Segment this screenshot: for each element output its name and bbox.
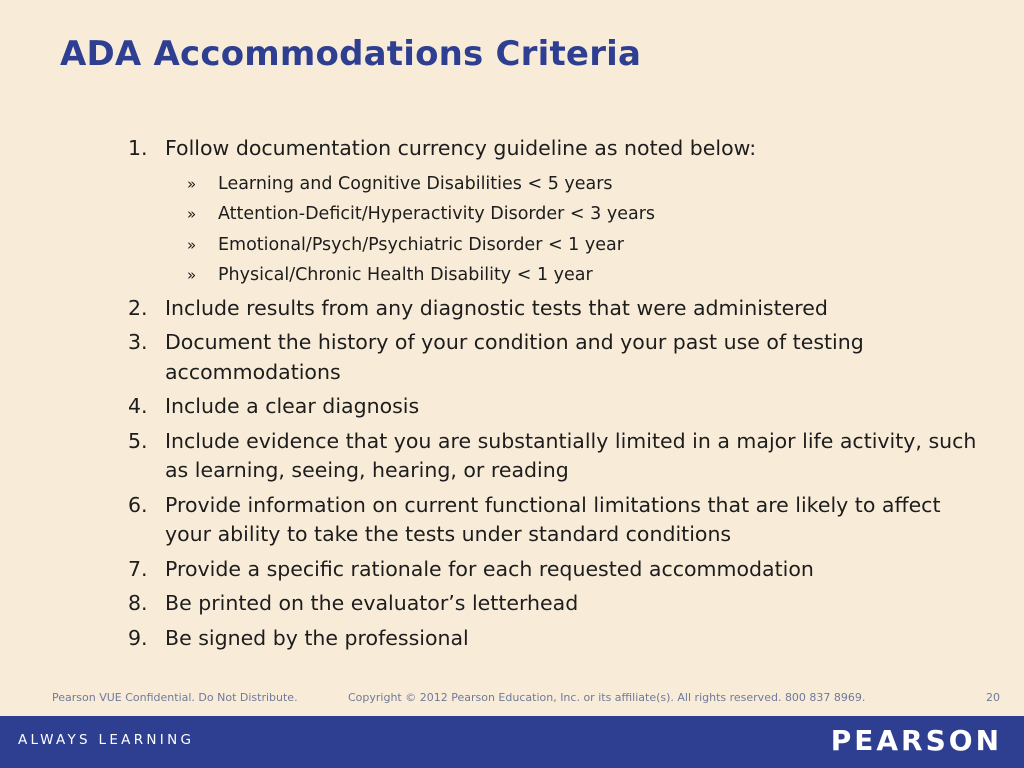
pearson-logo: PEARSON — [830, 724, 1002, 757]
list-item — [128, 491, 988, 550]
list-item — [128, 624, 988, 654]
slide-title: ADA Accommodations Criteria — [60, 34, 642, 74]
bullet-icon: » — [187, 235, 197, 254]
copyright-notice: Copyright © 2012 Pearson Education, Inc. or its affiliate(s). All rights reserved. 800 837 8969. — [348, 691, 866, 704]
item-number: 5. — [128, 428, 148, 453]
sub-item-text: Attention-Deficit/Hyperactivity Disorder < 3 years — [218, 204, 656, 224]
item-text: Include results from any diagnostic tests that were administered — [165, 295, 828, 320]
item-number: 9. — [128, 625, 148, 650]
item-text: Document the history of your condition and your past use of testing accommodations — [165, 330, 864, 384]
item-number: 6. — [128, 492, 148, 517]
sub-list-item — [128, 169, 988, 200]
bullet-icon: » — [187, 205, 197, 223]
list-item — [128, 427, 988, 486]
sub-list — [128, 169, 988, 291]
sub-item-text: Emotional/Psych/Psychiatric Disorder < 1 year — [218, 234, 624, 255]
item-text: Include a clear diagnosis — [165, 394, 420, 418]
item-number: 8. — [128, 591, 148, 615]
item-number: 1. — [128, 136, 148, 160]
list-item — [128, 392, 988, 422]
item-text: Follow documentation currency guideline as noted below: — [165, 136, 757, 160]
item-number: 7. — [128, 556, 148, 581]
list-item — [128, 589, 988, 619]
item-text: Provide a specific rationale for each requested accommodation — [165, 556, 814, 581]
sub-list-item — [128, 260, 988, 291]
item-number: 4. — [128, 394, 148, 418]
brand-bar — [0, 716, 1024, 768]
bullet-icon: » — [187, 174, 197, 193]
item-number: 2. — [128, 295, 148, 320]
criteria-list — [128, 134, 988, 658]
sub-list-item — [128, 230, 988, 261]
bullet-icon: » — [187, 266, 197, 284]
confidential-notice: Pearson VUE Confidential. Do Not Distribute. — [52, 691, 298, 704]
item-text: Include evidence that you are substantially limited in a major life activity, such as learning, seeing, hearing, or reading — [165, 428, 977, 482]
tagline: ALWAYS LEARNING — [18, 732, 195, 748]
list-item — [128, 134, 988, 164]
list-item — [128, 555, 988, 585]
list-item — [128, 294, 988, 324]
sub-item-text: Physical/Chronic Health Disability < 1 year — [218, 265, 593, 285]
page-number: 20 — [986, 691, 1000, 704]
item-number: 3. — [128, 330, 148, 354]
item-text: Provide information on current functional limitations that are likely to affect your ability to take the tests under standard conditions — [165, 492, 941, 546]
sub-item-text: Learning and Cognitive Disabilities < 5 years — [218, 173, 613, 194]
item-text: Be printed on the evaluator’s letterhead — [165, 591, 579, 615]
list-item — [128, 328, 988, 387]
sub-list-item — [128, 199, 988, 230]
item-text: Be signed by the professional — [165, 625, 469, 650]
